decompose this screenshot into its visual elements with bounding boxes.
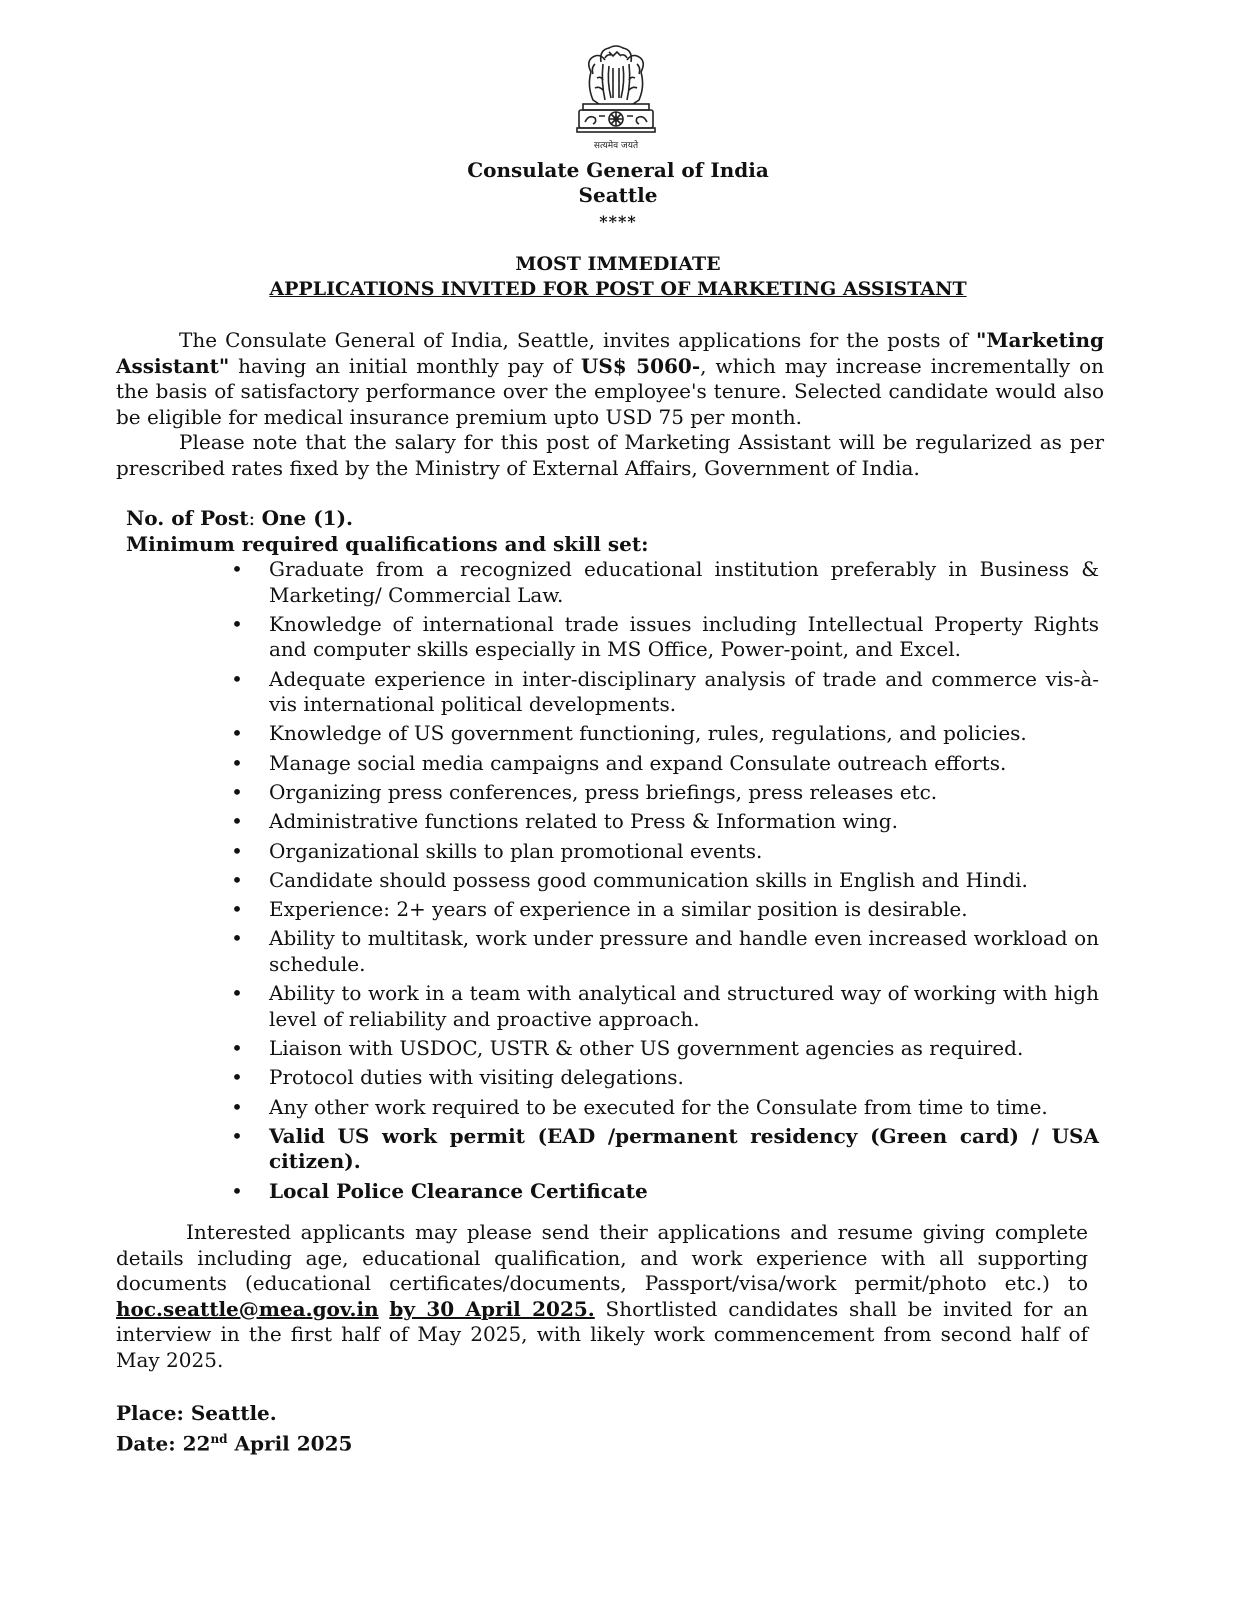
qualification-text: Organizational skills to plan promotional events. xyxy=(269,838,763,863)
qualification-item xyxy=(0,1065,1099,1091)
bullet-icon: • xyxy=(231,867,243,892)
qualification-item xyxy=(0,1036,1099,1062)
qualification-item xyxy=(0,780,1099,806)
qualification-item xyxy=(0,809,1099,835)
qualification-text: Protocol duties with visiting delegations. xyxy=(269,1065,684,1090)
date-line xyxy=(116,1426,352,1458)
application-text-b: Shortlisted candidates shall be invited for an interview in the first half of May 2025, with likely work commencement from second half of May 2025. xyxy=(116,1296,1089,1372)
qualification-text: Adequate experience in inter-disciplinary analysis of trade and commerce vis-à-vis international political developments. xyxy=(269,666,1099,717)
qualification-text: Knowledge of US government functioning, rules, regulations, and policies. xyxy=(269,721,1027,746)
qualification-item xyxy=(0,612,1099,663)
qualification-item xyxy=(0,751,1099,777)
bullet-icon: • xyxy=(231,666,243,691)
qualification-text: Graduate from a recognized educational institution preferably in Business & Marketing/ Commercial Law. xyxy=(269,557,1099,607)
qualification-item xyxy=(0,981,1099,1032)
date-prefix: Date: 22 xyxy=(116,1431,211,1456)
emblem-motto: सत्यमेव जयते xyxy=(593,141,639,151)
salary-note-paragraph: Please note that the salary for this post of Marketing Assistant will be regularized as per prescribed rates fixed by the Ministry of External Affairs, Government of India. xyxy=(116,430,1104,480)
qualification-text: Experience: 2+ years of experience in a similar position is desirable. xyxy=(269,897,968,922)
qualification-text: Valid US work permit (EAD /permanent residency (Green card) / USA citizen). xyxy=(269,1123,1099,1174)
email-link[interactable]: hoc.seattle@mea.gov.in xyxy=(116,1296,379,1321)
qualification-item xyxy=(0,868,1099,894)
bullet-icon: • xyxy=(231,926,243,951)
organization-name: Consulate General of India xyxy=(467,158,769,182)
posts-label: No. of Post xyxy=(126,506,249,530)
number-of-posts xyxy=(126,505,353,531)
organization-city: Seattle xyxy=(578,183,658,207)
intro-text-a: The Consulate General of India, Seattle, invites applications for the posts of xyxy=(179,328,976,352)
bullet-icon: • xyxy=(231,779,243,804)
bullet-icon: • xyxy=(231,557,243,581)
bullet-icon: • xyxy=(231,1094,243,1119)
intro-text-c: , which may increase incrementally on the basis of satisfactory performance over the employee's tenure. Selected candidate would also be eligible for medical insurance premium upto USD 75 per month. xyxy=(116,353,1105,429)
qualification-item xyxy=(0,721,1099,747)
posts-separator: : xyxy=(248,506,262,530)
qualification-item xyxy=(0,667,1099,718)
qualification-text: Ability to multitask, work under pressure and handle even increased workload on schedule. xyxy=(269,926,1099,976)
bullet-icon: • xyxy=(231,721,243,746)
qualification-text: Manage social media campaigns and expand Consulate outreach efforts. xyxy=(269,750,1007,775)
qualifications-list xyxy=(0,557,1236,1208)
qualification-text: Knowledge of international trade issues including Intellectual Property Rights and computer skills especially in MS Office, Power-point, and Excel. xyxy=(269,611,1099,662)
application-paragraph xyxy=(116,1220,1088,1373)
qualification-text: Organizing press conferences, press briefings, press releases etc. xyxy=(269,779,938,804)
bullet-icon: • xyxy=(231,838,243,863)
intro-paragraph xyxy=(116,328,1104,430)
bullet-icon: • xyxy=(231,611,243,636)
bullet-icon: • xyxy=(231,1036,243,1061)
qualification-text: Any other work required to be executed for the Consulate from time to time. xyxy=(269,1094,1048,1119)
bullet-icon: • xyxy=(231,1065,243,1090)
qualification-item xyxy=(0,557,1099,608)
qualification-item xyxy=(0,926,1099,977)
qualification-text: Local Police Clearance Certificate xyxy=(269,1178,648,1203)
date-ordinal: nd xyxy=(210,1432,228,1446)
intro-text-b: having an initial monthly pay of xyxy=(229,353,581,378)
bullet-icon: • xyxy=(231,1123,243,1148)
national-emblem-icon xyxy=(561,42,671,154)
place-line: Place: Seattle. xyxy=(116,1401,277,1425)
bullet-icon: • xyxy=(231,981,243,1006)
qualification-text: Administrative functions related to Press & Information wing. xyxy=(269,809,898,834)
bullet-icon: • xyxy=(231,1178,243,1203)
qualifications-heading: Minimum required qualifications and skill set: xyxy=(126,532,649,556)
bullet-icon: • xyxy=(231,809,243,834)
date-suffix: April 2025 xyxy=(227,1431,353,1456)
pay-amount: US$ 5060- xyxy=(580,353,701,378)
bullet-icon: • xyxy=(231,897,243,922)
posts-value: One (1). xyxy=(261,506,354,530)
priority-label: MOST IMMEDIATE xyxy=(515,253,721,275)
qualification-text: Ability to work in a team with analytical and structured way of working with high level of reliability and proactive approach. xyxy=(269,981,1099,1031)
application-text-a: Interested applicants may please send their applications and resume giving complete details including age, educational qualification, and work experience with all supporting documents (educational certificates/documents, Passport/visa/work permit/photo etc.) to xyxy=(116,1220,1088,1295)
qualification-item xyxy=(0,1124,1099,1175)
notice-title: APPLICATIONS INVITED FOR POST OF MARKETING ASSISTANT xyxy=(269,278,967,300)
qualification-text: Candidate should possess good communication skills in English and Hindi. xyxy=(269,867,1028,892)
qualification-text: Liaison with USDOC, USTR & other US government agencies as required. xyxy=(269,1036,1024,1061)
post-name: "Marketing Assistant" xyxy=(116,328,1104,378)
qualification-item xyxy=(0,897,1099,923)
qualification-item xyxy=(0,1179,1099,1205)
bullet-icon: • xyxy=(231,750,243,775)
header-separator: **** xyxy=(599,212,637,231)
qualification-item xyxy=(0,839,1099,865)
deadline-text: by 30 April 2025. xyxy=(389,1296,595,1321)
qualification-item xyxy=(0,1095,1099,1121)
